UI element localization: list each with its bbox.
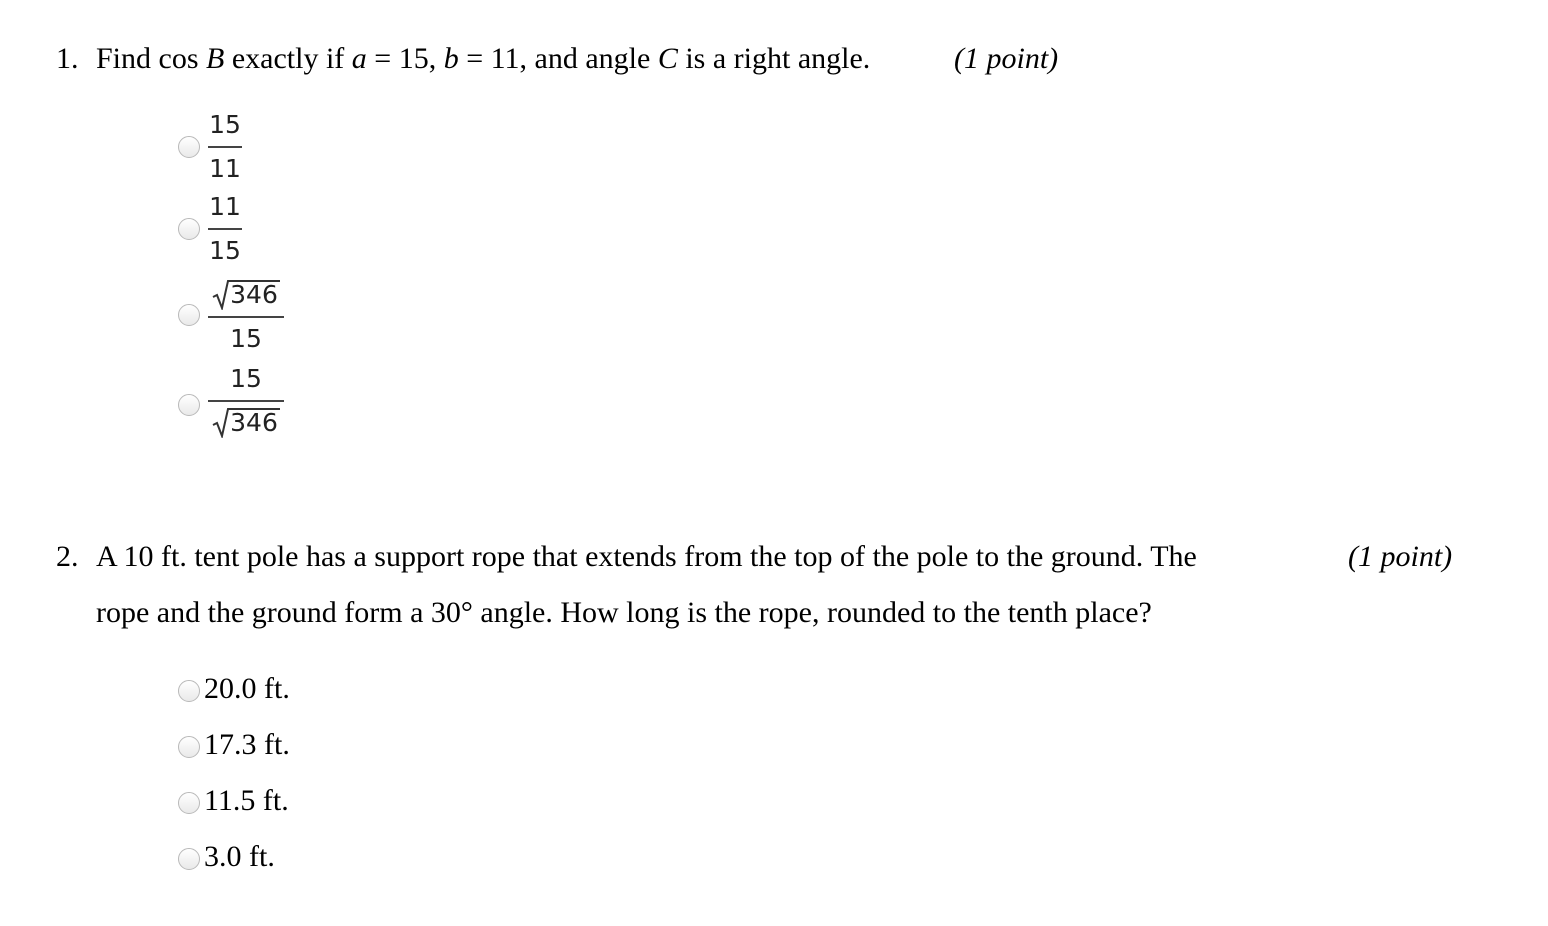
radical-sign-icon	[212, 408, 230, 438]
question-text-line-1: A 10 ft. tent pole has a support rope that extends from the top of the pole to the ground. The	[96, 540, 1197, 573]
q2-option-c-radio[interactable]	[178, 792, 200, 814]
q1-option-b-fraction: 11 15	[209, 192, 241, 265]
question-2-points: (1 point)	[1348, 540, 1453, 573]
fraction-bar	[208, 146, 242, 148]
q1-option-a-radio[interactable]	[178, 136, 200, 158]
q1-option-c-radio[interactable]	[178, 304, 200, 326]
question-1-points: (1 point)	[954, 42, 1059, 75]
q1-option-d-fraction: 15 346	[208, 364, 284, 438]
q1-option-c-fraction: 346 15	[208, 280, 284, 354]
q2-option-d-label: 3.0 ft.	[204, 840, 275, 873]
q1-option-a-fraction: 15 11	[209, 110, 241, 183]
fraction-bar	[208, 400, 284, 402]
question-text-line-2: rope and the ground form a 30° angle. How long is the rope, rounded to the tenth place?	[96, 596, 1152, 629]
question-text: Find cos B exactly if a = 15, b = 11, and angle C is a right angle.	[96, 42, 871, 75]
radical-sign-icon	[212, 280, 230, 310]
question-number: 1.	[56, 42, 79, 75]
q2-option-b-label: 17.3 ft.	[204, 728, 290, 761]
q2-option-c-label: 11.5 ft.	[204, 784, 289, 817]
q1-option-b-radio[interactable]	[178, 218, 200, 240]
q2-option-a-label: 20.0 ft.	[204, 672, 290, 705]
square-root: 346	[212, 280, 280, 310]
q2-option-a-radio[interactable]	[178, 680, 200, 702]
square-root: 346	[212, 408, 280, 438]
q2-option-d-radio[interactable]	[178, 848, 200, 870]
q2-option-b-radio[interactable]	[178, 736, 200, 758]
fraction-bar	[208, 316, 284, 318]
question-number: 2.	[56, 540, 79, 573]
q1-option-d-radio[interactable]	[178, 394, 200, 416]
fraction-bar	[208, 228, 242, 230]
